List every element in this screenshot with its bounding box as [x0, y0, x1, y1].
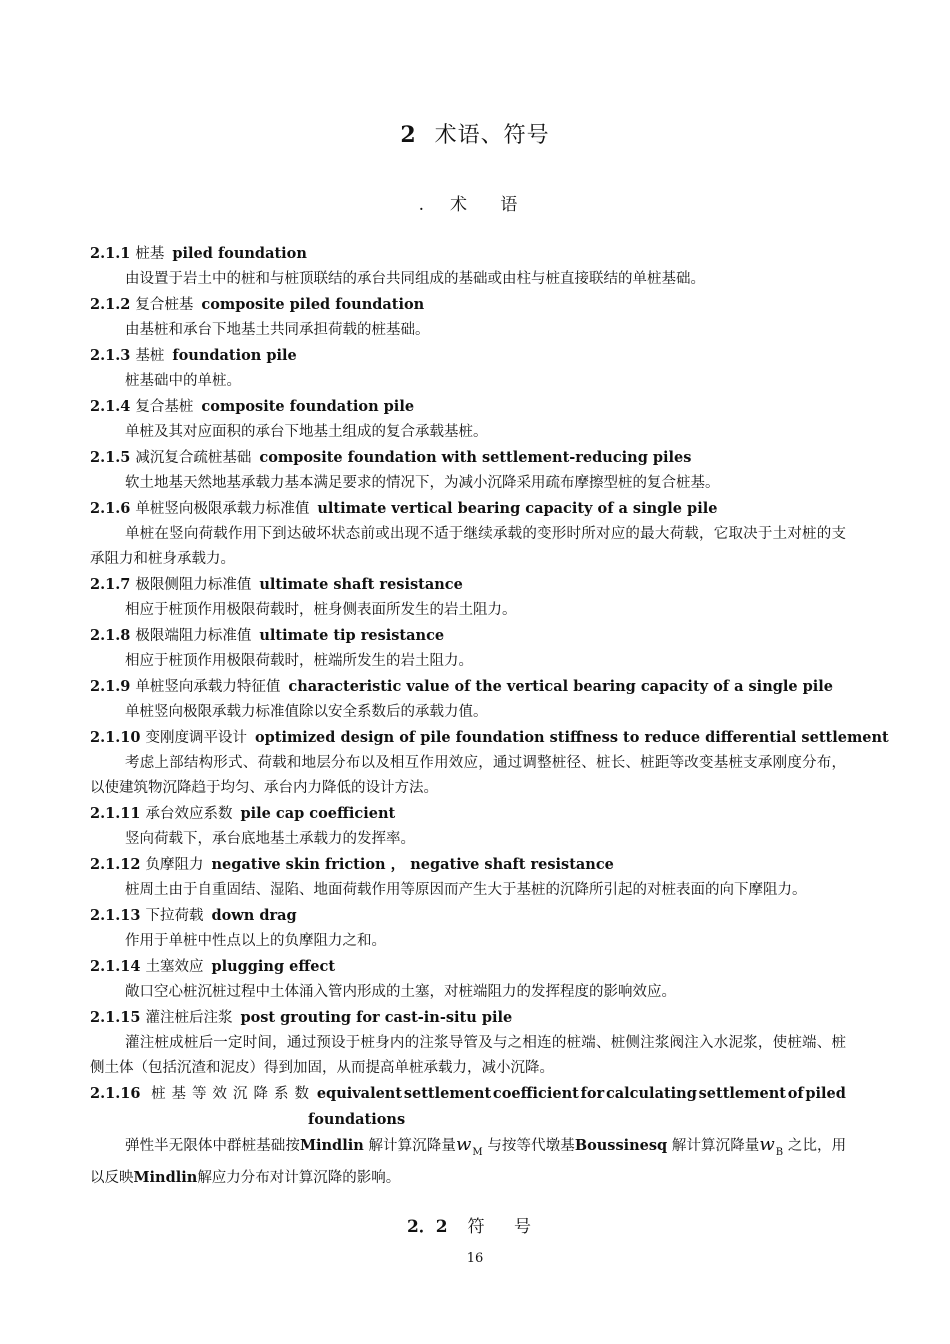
term-heading	[90, 394, 846, 420]
term-definition: 软土地基天然地基承载力基本满足要求的情况下，为减小沉降采用疏布摩擦型桩的复合桩基。	[125, 475, 720, 491]
term-heading	[90, 852, 846, 878]
definition-text: 与按等代墩基	[487, 1138, 575, 1154]
section-title-text: 术 语	[450, 195, 532, 215]
term-heading	[90, 241, 846, 267]
symbol-w: w	[455, 1134, 472, 1155]
chapter-title-text: 术语、符号	[434, 123, 550, 148]
term-chinese-name: 变刚度调平设计	[145, 730, 247, 746]
term-english-word: of	[787, 1085, 804, 1102]
term-entry	[90, 903, 846, 954]
symbol-subscript: M	[472, 1147, 483, 1158]
term-entry	[90, 725, 889, 801]
term-heading	[90, 801, 846, 827]
term-heading	[90, 292, 846, 318]
term-english-name: down drag	[211, 907, 297, 924]
term-chinese-name: 土塞效应	[145, 959, 204, 975]
term-english-word: for	[580, 1085, 605, 1102]
definition-text: 解计算沉降量	[368, 1138, 456, 1154]
term-entry	[90, 954, 846, 1005]
term-definition: 相应于桩顶作用极限荷载时，桩端所发生的岩土阻力。	[125, 653, 473, 669]
term-definition: 相应于桩顶作用极限荷载时，桩身侧表面所发生的岩土阻力。	[125, 602, 517, 618]
term-english-name: composite piled foundation	[201, 296, 425, 313]
term-heading	[90, 496, 846, 522]
term-english-name: composite foundation with settlement-reducing piles	[259, 449, 692, 466]
section-number: 2．2	[406, 1217, 448, 1237]
term-english-word: equivalent	[316, 1085, 403, 1102]
term-entry	[90, 1081, 846, 1191]
term-english-name: foundation pile	[172, 347, 297, 364]
term-heading	[90, 674, 846, 700]
term-english-name: characteristic value of the vertical bearing capacity of a single pile	[288, 678, 834, 695]
term-chinese-name: 单桩竖向承载力特征值	[135, 679, 281, 695]
section-2-2-title	[0, 1212, 950, 1237]
term-chinese-name: 桩基等效沉降系数	[151, 1086, 316, 1102]
term-code: 2.1.5	[90, 449, 131, 466]
term-english-name: optimized design of pile foundation stiffness to reduce differential settlement	[254, 729, 889, 746]
symbol-w: w	[759, 1134, 775, 1155]
term-english-name: pile cap coefficient	[240, 805, 396, 822]
term-entry	[90, 394, 846, 445]
chapter-title	[0, 118, 950, 149]
term-english-word: settlement	[403, 1085, 492, 1102]
term-entry	[90, 292, 846, 343]
term-chinese-name: 极限端阻力标准值	[135, 628, 252, 644]
term-english-word: calculating	[605, 1085, 697, 1102]
term-code-and-name	[90, 1081, 315, 1107]
term-english-name: negative skin friction ， negative shaft resistance	[211, 856, 614, 873]
term-chinese-name: 承台效应系数	[145, 806, 233, 822]
term-chinese-name: 减沉复合疏桩基础	[135, 450, 252, 466]
section-title	[0, 190, 950, 215]
term-definition: 敞口空心桩沉桩过程中土体涌入管内形成的土塞，对桩端阻力的发挥程度的影响效应。	[125, 984, 676, 1000]
term-english-name: plugging effect	[211, 958, 336, 975]
term-entry	[90, 241, 846, 292]
definition-text: 解计算沉降量	[671, 1138, 760, 1154]
term-entry	[90, 343, 846, 394]
term-entry	[90, 1005, 846, 1081]
term-entry	[90, 496, 846, 572]
term-chinese-name: 下拉荷载	[145, 908, 204, 924]
term-heading	[90, 725, 889, 751]
term-chinese-name: 灌注桩后注浆	[145, 1010, 233, 1026]
term-definition: 桩基础中的单桩。	[125, 373, 241, 389]
term-chinese-name: 复合基桩	[135, 399, 194, 415]
term-heading	[90, 343, 846, 369]
term-code: 2.1.2	[90, 296, 131, 313]
definition-bold-term: Mindlin	[299, 1137, 364, 1154]
symbol-subscript: B	[775, 1147, 784, 1158]
definition-text: 弹性半无限体中群桩基础按	[125, 1138, 300, 1154]
term-english-name: post grouting for cast-in-situ pile	[240, 1009, 513, 1026]
term-definition: 桩周土由于自重固结、湿陷、地面荷载作用等原因而产生大于基桩的沉降所引起的对桩表面的向下摩阻力。	[125, 882, 807, 898]
definition-text: 解应力分布对计算沉降的影响。	[197, 1170, 401, 1186]
term-entry	[90, 674, 846, 725]
term-definition: 由基桩和承台下地基土共同承担荷载的桩基础。	[125, 322, 430, 338]
chapter-number: 2	[400, 122, 417, 148]
section-number: .	[418, 195, 424, 215]
term-definition	[90, 1132, 846, 1191]
term-heading	[90, 903, 846, 929]
term-english-continuation: foundations	[308, 1111, 406, 1128]
term-entry	[90, 801, 846, 852]
term-heading	[90, 572, 846, 598]
term-code: 2.1.9	[90, 678, 131, 695]
term-english-name: piled foundation	[172, 245, 307, 262]
term-english-word: piled	[805, 1085, 846, 1102]
term-definition: 单桩及其对应面积的承台下地基土组成的复合承载基桩。	[125, 424, 488, 440]
term-code: 2.1.7	[90, 576, 131, 593]
term-definition: 考虑上部结构形式、荷载和地层分布以及相互作用效应，通过调整桩径、桩长、桩距等改变基桩支承刚度分布，以使建筑物沉降趋于均匀、承台内力降低的设计方法。	[90, 755, 846, 796]
term-list	[90, 241, 889, 1191]
term-english-word: settlement	[698, 1085, 786, 1102]
term-code: 2.1.4	[90, 398, 131, 415]
term-heading	[90, 954, 846, 980]
term-code: 2.1.10	[90, 729, 141, 746]
term-chinese-name: 极限侧阻力标准值	[135, 577, 252, 593]
term-english-name: composite foundation pile	[201, 398, 415, 415]
term-code: 2.1.15	[90, 1009, 141, 1026]
definition-bold-term: Boussinesq	[574, 1137, 668, 1154]
term-chinese-name: 桩基	[135, 246, 165, 262]
definition-text: 之比，用以反映	[90, 1138, 847, 1186]
term-entry	[90, 445, 846, 496]
term-chinese-name: 单桩竖向极限承载力标准值	[135, 501, 310, 517]
term-english-word: coefficient	[492, 1085, 579, 1102]
term-english-name: ultimate shaft resistance	[259, 576, 463, 593]
term-code: 2.1.13	[90, 907, 141, 924]
section-title-text: 符 号	[467, 1217, 544, 1237]
term-definition: 作用于单桩中性点以上的负摩阻力之和。	[125, 933, 386, 949]
term-heading	[90, 445, 846, 471]
definition-bold-term: Mindlin	[133, 1169, 198, 1186]
term-code: 2.1.8	[90, 627, 131, 644]
term-heading	[90, 623, 846, 649]
term-code: 2.1.11	[90, 805, 141, 822]
term-definition: 竖向荷载下，承台底地基土承载力的发挥率。	[125, 831, 415, 847]
term-english-name: ultimate tip resistance	[259, 627, 445, 644]
term-definition: 由设置于岩土中的桩和与桩顶联结的承台共同组成的基础或由柱与桩直接联结的单桩基础。	[125, 271, 705, 287]
term-code: 2.1.16	[90, 1085, 141, 1102]
term-definition: 灌注桩成桩后一定时间，通过预设于桩身内的注浆导管及与之相连的桩端、桩侧注浆阀注入水泥浆，使桩端、桩侧土体（包括沉渣和泥皮）得到加固，从而提高单桩承载力，减小沉降。	[90, 1035, 846, 1076]
term-code: 2.1.6	[90, 500, 131, 517]
term-entry	[90, 572, 846, 623]
page-number: 16	[466, 1251, 484, 1266]
term-chinese-name: 负摩阻力	[145, 857, 204, 873]
term-code: 2.1.12	[90, 856, 141, 873]
term-entries	[90, 241, 889, 1081]
term-definition: 单桩竖向极限承载力标准值除以安全系数后的承载力值。	[125, 704, 488, 720]
term-definition: 单桩在竖向荷载作用下到达破坏状态前或出现不适于继续承载的变形时所对应的最大荷载，它取决于土对桩的支承阻力和桩身承载力。	[90, 526, 846, 567]
term-chinese-name: 基桩	[135, 348, 165, 364]
term-chinese-name: 复合桩基	[135, 297, 194, 313]
term-code: 2.1.1	[90, 245, 131, 262]
term-code: 2.1.3	[90, 347, 131, 364]
term-code: 2.1.14	[90, 958, 141, 975]
term-entry	[90, 852, 846, 903]
term-entry	[90, 623, 846, 674]
term-heading	[90, 1081, 846, 1107]
term-heading	[90, 1005, 846, 1031]
term-english-name: ultimate vertical bearing capacity of a single pile	[317, 500, 718, 517]
